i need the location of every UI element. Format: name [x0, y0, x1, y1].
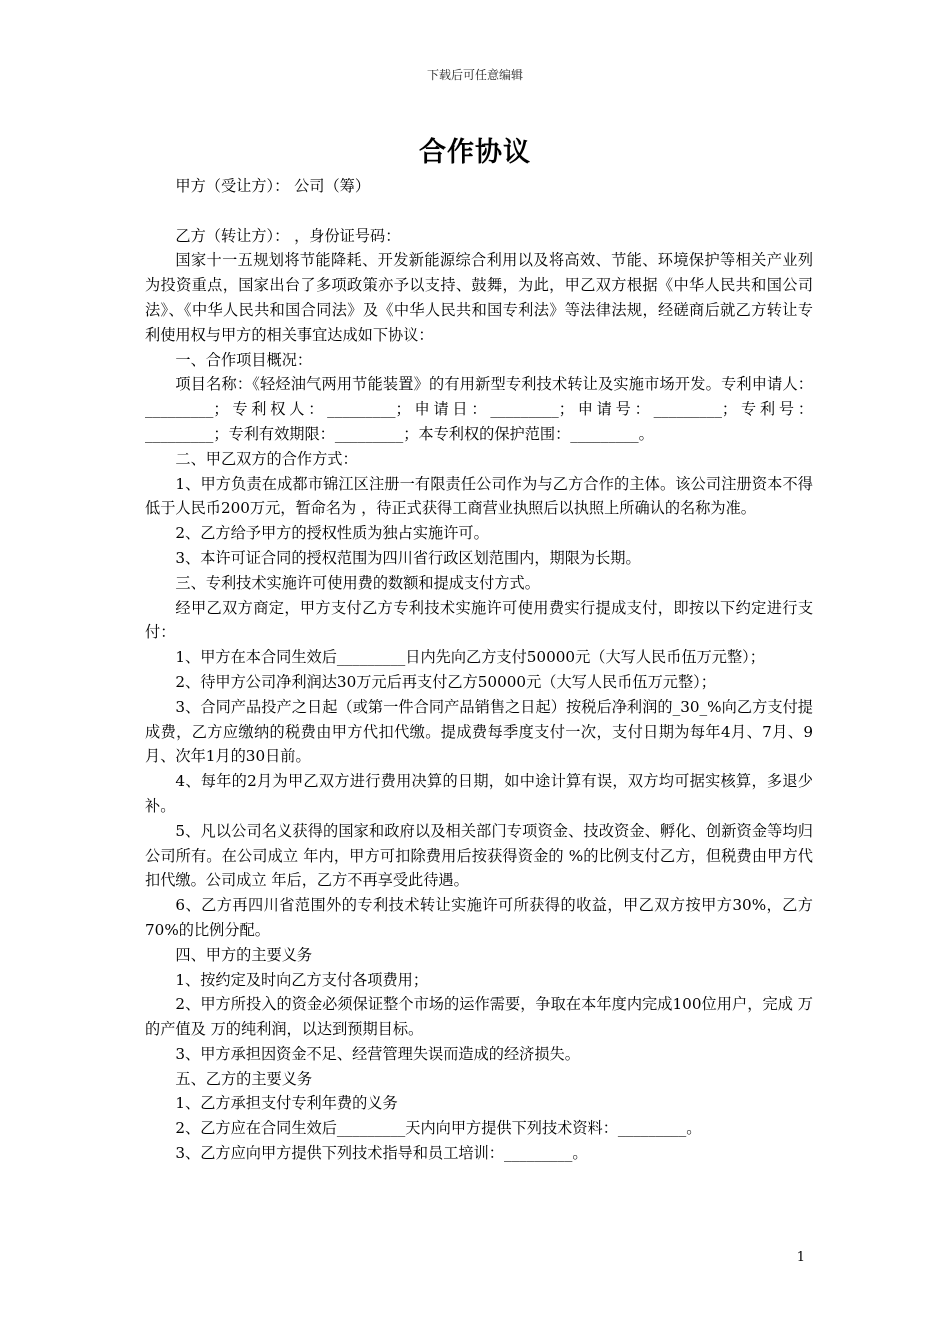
clause-2-1: 1、甲方负责在成都市锦江区注册一有限责任公司作为与乙方合作的主体。该公司注册资本不得低于人民币200万元，暂命名为 ，待正式获得工商营业执照后以执照上所确认的名称为准。 [145, 474, 813, 518]
clause-2-2: 2、乙方给予甲方的授权性质为独占实施许可。 [175, 524, 489, 543]
section-heading-2: 二、甲乙双方的合作方式： [175, 449, 358, 468]
clause-4-2: 2、甲方所投入的资金必须保证整个市场的运作需要，争取在本年度内完成100位用户，完成 万的产值及 万的纯利润，以达到预期目标。 [145, 995, 813, 1039]
clause-4-3: 3、甲方承担因资金不足、经营管理失误而造成的经济损失。 [175, 1044, 580, 1063]
section-heading-1: 一、合作项目概况： [175, 350, 313, 369]
clause-3-2: 2、待甲方公司净利润达30万元后再支付乙方50000元（大写人民币伍万元整）； [175, 672, 716, 691]
page-title: 合作协议 [419, 137, 531, 168]
clause-3-5: 5、凡以公司名义获得的国家和政府以及相关部门专项资金、技改资金、孵化、创新资金等均归公司所有。在公司成立 年内，甲方可扣除费用后按获得资金的 %的比例支付乙方，但税费由甲方代扣代缴。公司成立 年后，乙方不再享受此待遇。 [145, 821, 813, 890]
section-heading-5: 五、乙方的主要义务 [175, 1069, 313, 1088]
clause-3-6: 6、乙方再四川省范围外的专利技术转让实施许可所获得的收益，甲乙双方按甲方30%，乙方70%的比例分配。 [145, 896, 813, 939]
clause-3-4: 4、每年的2月为甲乙双方进行费用决算的日期，如中途计算有误，双方均可据实核算，多退少补。 [145, 772, 813, 815]
section-heading-3: 三、专利技术实施许可使用费的数额和提成支付方式。 [175, 573, 540, 592]
party-a-line: 甲方（受让方）： 公司（筹） [175, 177, 371, 195]
preamble-paragraph: 国家十一五规划将节能降耗、开发新能源综合利用以及将高效、节能、环境保护等相关产业列为投资重点，国家出台了多项政策亦予以支持、鼓舞，为此，甲乙双方根据《中华人民共和国公司法》、《中华人民共和国合同法》及《中华人民共和国专利法》等法律法规，经磋商后就乙方转让专利使用权与甲方的相关事宜达成如下协议： [145, 251, 813, 344]
clause-3-1: 1、甲方在本合同生效后_________日内先向乙方支付50000元（大写人民币伍万元整）； [175, 648, 765, 667]
agreement-body [145, 174, 813, 1166]
clause-2-3: 3、本许可证合同的授权范围为四川省行政区划范围内，期限为长期。 [175, 548, 641, 567]
clause-5-1: 1、乙方承担支付专利年费的义务 [175, 1094, 398, 1113]
project-info-paragraph: 项目名称：《轻烃油气两用节能装置》的有用新型专利技术转让及实施市场开发。专利申请人：_________；专利权人：_________；申请日：_________；申请号：_________；专利号：_________；专利有效期限：_________；本专利权的保护范围：_________。 [145, 375, 813, 443]
clause-4-1: 1、按约定及时向乙方支付各项费用； [175, 970, 429, 989]
clause-3-3: 3、合同产品投产之日起（或第一件合同产品销售之日起）按税后净利润的_30_%向乙方支付提成费，乙方应缴纳的税费由甲方代扣代缴。提成费每季度支付一次，支付日期为每年4月、7月、9月、次年1月的30日前。 [145, 697, 813, 766]
section-heading-4: 四、甲方的主要义务 [175, 945, 313, 964]
payment-intro-paragraph: 经甲乙双方商定，甲方支付乙方专利技术实施许可使用费实行提成支付，即按以下约定进行支付： [145, 598, 813, 642]
header-note: 下载后可任意编辑 [426, 68, 523, 82]
blank-line [145, 199, 813, 224]
clause-5-3: 3、乙方应向甲方提供下列技术指导和员工培训：_________。 [175, 1144, 588, 1163]
clause-5-2: 2、乙方应在合同生效后_________天内向甲方提供下列技术资料：_________。 [175, 1119, 702, 1138]
party-b-line: 乙方（转让方）： ，身份证号码： [175, 226, 401, 245]
page-number: 1 [796, 1250, 805, 1265]
